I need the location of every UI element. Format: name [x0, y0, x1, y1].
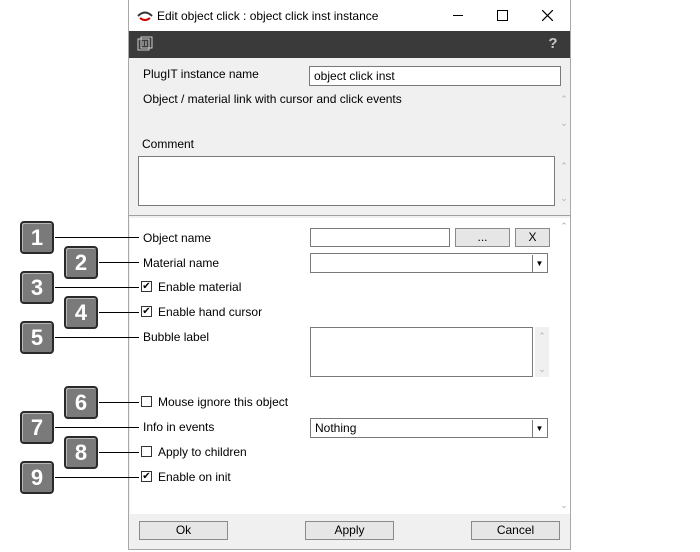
description-text: Object / material link with cursor and click events	[143, 92, 402, 106]
toolbar	[129, 31, 570, 58]
callout-leader-5	[55, 337, 139, 338]
info-in-events-value: Nothing	[315, 421, 357, 435]
material-name-dropdown[interactable]	[310, 253, 548, 273]
apply-to-children-label[interactable]: Apply to children	[158, 445, 247, 459]
callout-leader-8	[99, 452, 139, 453]
callout-badge-7: 7	[20, 411, 54, 444]
comment-scroll-down-icon[interactable]: ⌄	[560, 193, 568, 203]
close-icon	[542, 10, 553, 21]
cancel-button[interactable]: Cancel	[471, 521, 560, 540]
enable-material-label[interactable]: Enable material	[158, 280, 242, 294]
instance-name-input[interactable]	[309, 66, 561, 86]
object-name-label: Object name	[143, 231, 212, 245]
chevron-down-icon: ▼	[535, 259, 544, 268]
callout-badge-8: 8	[64, 436, 98, 469]
comment-value	[139, 157, 554, 161]
callout-badge-1: 1	[20, 221, 54, 254]
panel-scroll-down-icon[interactable]: ⌄	[560, 500, 568, 510]
chevron-down-icon: ▼	[535, 424, 544, 433]
mouse-ignore-label[interactable]: Mouse ignore this object	[158, 395, 289, 409]
apply-button[interactable]: Apply	[305, 521, 394, 540]
callout-leader-2	[99, 262, 139, 263]
material-name-label: Material name	[143, 256, 220, 270]
enable-hand-cursor-label[interactable]: Enable hand cursor	[158, 305, 263, 319]
mouse-ignore-checkbox[interactable]	[141, 396, 152, 407]
browse-object-button[interactable]: ...	[455, 228, 510, 247]
bubble-scroll-down-icon[interactable]: ⌄	[538, 364, 546, 374]
callout-badge-5: 5	[20, 321, 54, 354]
instance-name-value: object click inst	[314, 69, 395, 83]
plugit-icon[interactable]	[137, 36, 153, 52]
material-name-value	[311, 254, 319, 258]
callout-badge-2: 2	[64, 246, 98, 279]
enable-on-init-label[interactable]: Enable on init	[158, 470, 231, 484]
callout-leader-6	[99, 402, 139, 403]
callout-leader-4	[99, 312, 139, 313]
minimize-icon	[453, 15, 463, 16]
ok-button[interactable]: Ok	[139, 521, 228, 540]
enable-material-checkbox[interactable]	[141, 281, 152, 292]
minimize-button[interactable]	[436, 0, 480, 31]
comment-scroll-up-icon[interactable]: ⌃	[560, 161, 568, 171]
callout-leader-1	[55, 237, 139, 238]
enable-on-init-checkbox[interactable]	[141, 471, 152, 482]
info-in-events-dropdown[interactable]	[310, 418, 548, 438]
instance-name-label: PlugIT instance name	[143, 67, 259, 81]
object-name-input[interactable]	[310, 228, 450, 247]
bubble-label-value	[311, 328, 532, 332]
checkmark-icon: ✔	[142, 280, 151, 292]
comment-label: Comment	[142, 137, 195, 151]
checkmark-icon: ✔	[142, 305, 151, 317]
maximize-icon	[497, 10, 508, 21]
callout-leader-9	[55, 477, 139, 478]
callout-badge-3: 3	[20, 271, 54, 304]
bubble-label-textarea[interactable]	[310, 327, 533, 377]
enable-hand-cursor-checkbox[interactable]	[141, 306, 152, 317]
apply-to-children-checkbox[interactable]	[141, 446, 152, 457]
comment-textarea[interactable]	[138, 156, 555, 206]
bubble-label-label: Bubble label	[143, 330, 210, 344]
description-scroll-down-icon[interactable]: ⌄	[560, 118, 568, 128]
description-scroll-up-icon[interactable]: ⌃	[560, 94, 568, 104]
maximize-button[interactable]	[480, 0, 524, 31]
object-name-value	[311, 229, 449, 233]
bubble-scroll-up-icon[interactable]: ⌃	[538, 331, 546, 341]
close-button[interactable]	[525, 0, 569, 31]
info-in-events-label: Info in events	[143, 420, 215, 434]
callout-leader-3	[55, 287, 139, 288]
callout-badge-6: 6	[64, 386, 98, 419]
window-title: Edit object click : object click inst instance	[157, 9, 379, 23]
checkmark-icon: ✔	[142, 470, 151, 482]
callout-badge-9: 9	[20, 461, 54, 494]
help-icon[interactable]: ?	[548, 35, 558, 52]
app-icon	[136, 9, 154, 23]
callout-badge-4: 4	[64, 296, 98, 329]
clear-object-button[interactable]: X	[515, 228, 550, 247]
material-dropdown-arrow-icon[interactable]	[532, 255, 546, 272]
panel-scroll-up-icon[interactable]: ⌃	[560, 221, 568, 231]
callout-leader-7	[55, 427, 139, 428]
info-dropdown-arrow-icon[interactable]	[532, 420, 546, 437]
